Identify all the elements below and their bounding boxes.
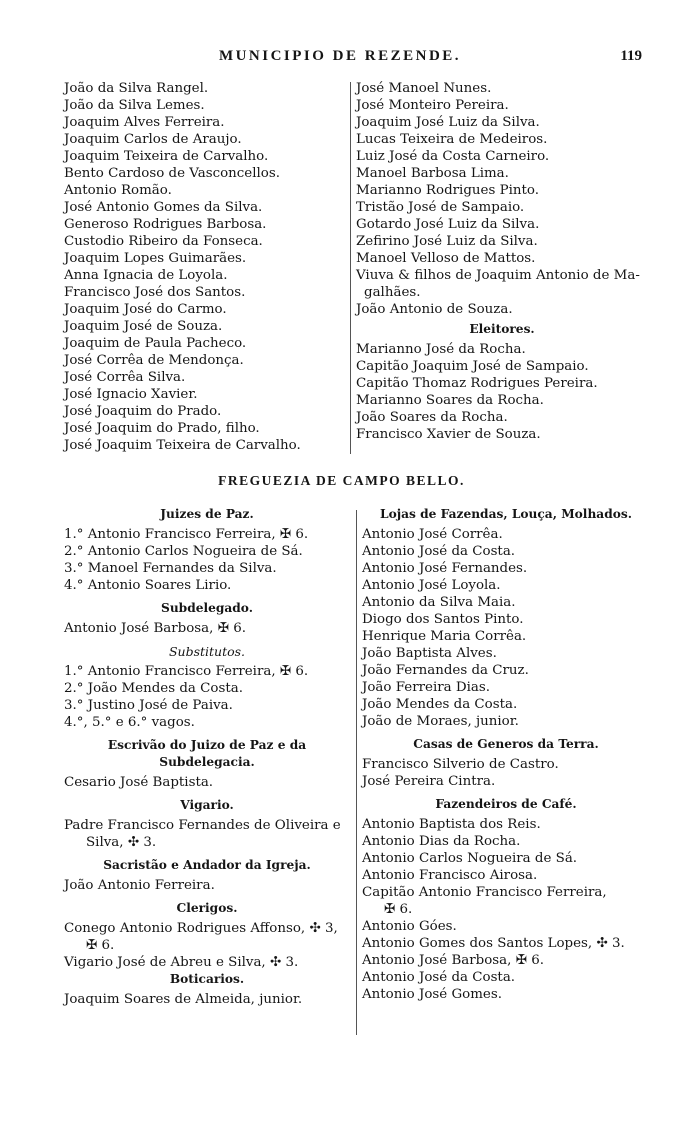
list-item: Antonio José Corrêa. (362, 527, 503, 542)
list-item: Antonio Dias da Rocha. (362, 834, 521, 849)
list-item: José Joaquim do Prado, filho. (64, 421, 260, 436)
heading-casas-de-generos: Casas de Generos da Terra. (413, 737, 599, 751)
list-item: Antonio José Barbosa, ✠ 6. (64, 621, 246, 636)
list-item: Cesario José Baptista. (64, 775, 214, 790)
list-item: José Corrêa Silva. (64, 370, 186, 385)
list-item: José Joaquim Teixeira de Carvalho. (64, 438, 301, 453)
list-item: João Ferreira Dias. (362, 680, 490, 695)
heading-sacristao: Sacristão e Andador da Igreja. (103, 858, 311, 872)
heading-lojas: Lojas de Fazendas, Louça, Molhados. (380, 507, 632, 521)
section-title-campo-bello: FREGUEZIA DE CAMPO BELLO. (218, 473, 465, 488)
list-item: 4.° Antonio Soares Lirio. (64, 578, 232, 593)
list-item: Joaquim de Paula Pacheco. (64, 336, 247, 351)
list-item: Francisco José dos Santos. (64, 285, 246, 300)
list-item: Generoso Rodrigues Barbosa. (64, 217, 267, 232)
list-item: Antonio José da Costa. (362, 970, 516, 985)
list-item: Antonio José Loyola. (362, 578, 501, 593)
heading-juizes-de-paz: Juizes de Paz. (160, 507, 254, 521)
list-item: 2.° Antonio Carlos Nogueira de Sá. (64, 544, 303, 559)
page-number: 119 (620, 48, 642, 64)
list-item: Antonio Romão. (64, 183, 172, 198)
list-item: Marianno Soares da Rocha. (356, 393, 544, 408)
list-item: 4.°, 5.° e 6.° vagos. (64, 715, 195, 730)
bottom-left-column (64, 506, 350, 1008)
list-item: Gotardo José Luiz da Silva. (356, 217, 540, 232)
list-item: João Mendes da Costa. (362, 697, 518, 712)
order-cross-icon: ✠ (384, 902, 396, 917)
list-item: João Fernandes da Cruz. (362, 663, 529, 678)
list-item: Antonio Góes. (362, 919, 457, 934)
list-item: Capitão Thomaz Rodrigues Pereira. (356, 376, 598, 391)
list-item: Antonio José Fernandes. (362, 561, 528, 576)
list-item: Antonio José Gomes. (362, 987, 502, 1002)
list-item: Joaquim Soares de Almeida, junior. (64, 992, 303, 1007)
running-header-title: MUNICIPIO DE REZENDE. (218, 48, 462, 64)
list-item: João da Silva Lemes. (64, 98, 205, 113)
list-item: Antonio Baptista dos Reis. (362, 817, 541, 832)
top-right-list (356, 80, 648, 443)
list-item: José Joaquim do Prado. (64, 404, 222, 419)
heading-fazendeiros-de-cafe: Fazendeiros de Café. (435, 797, 577, 811)
list-item: Marianno Rodrigues Pinto. (356, 183, 539, 198)
order-cross-icon: ✣ (596, 936, 608, 951)
list-item: 1.° Antonio Francisco Ferreira, ✠ 6. (64, 664, 309, 679)
order-cross-icon: ✠ (279, 664, 292, 679)
list-item: Capitão Antonio Francisco Ferreira, (362, 885, 607, 900)
column-divider-bottom (356, 510, 357, 1035)
list-item: 3.° Manoel Fernandes da Silva. (64, 561, 277, 576)
list-item: João Baptista Alves. (362, 646, 497, 661)
list-item: Viuva & filhos de Joaquim Antonio de Ma- (356, 268, 640, 283)
list-item: João Soares da Rocha. (356, 410, 508, 425)
order-cross-icon: ✣ (127, 835, 140, 850)
list-item: Joaquim José do Carmo. (64, 302, 227, 317)
list-item: Diogo dos Santos Pinto. (362, 612, 524, 627)
list-item: Custodio Ribeiro da Fonseca. (64, 234, 263, 249)
list-item: Joaquim Teixeira de Carvalho. (64, 149, 269, 164)
list-item: Joaquim Alves Ferreira. (64, 115, 225, 130)
order-cross-icon: ✣ (309, 921, 321, 936)
order-cross-icon: ✠ (515, 953, 527, 968)
list-item: Joaquim Carlos de Araujo. (64, 132, 242, 147)
list-item: João de Moraes, junior. (362, 714, 519, 729)
list-item: 1.° Antonio Francisco Ferreira, ✠ 6. (64, 527, 309, 542)
list-item: José Manoel Nunes. (356, 81, 492, 96)
list-item: Luiz José da Costa Carneiro. (356, 149, 550, 164)
list-item: José Corrêa de Mendonça. (64, 353, 244, 368)
list-item: João da Silva Rangel. (64, 81, 209, 96)
list-item: Francisco Silverio de Castro. (362, 757, 559, 772)
list-item: Antonio José Barbosa, ✠ 6. (362, 953, 544, 968)
heading-subdelegado: Subdelegado. (161, 601, 253, 615)
heading-vigario: Vigario. (180, 798, 234, 812)
list-item: Anna Ignacia de Loyola. (64, 268, 228, 283)
list-item-continuation: galhães. (364, 285, 421, 300)
list-item: Joaquim José Luiz da Silva. (356, 115, 540, 130)
section-heading-eleitores: Eleitores. (469, 322, 535, 336)
list-item: Antonio Gomes dos Santos Lopes, ✣ 3. (362, 936, 625, 951)
list-item: João Antonio Ferreira. (64, 878, 215, 893)
list-item: José Antonio Gomes da Silva. (64, 200, 263, 215)
heading-substitutos: Substitutos. (168, 644, 246, 659)
heading-escrivao: Escrivão do Juizo de Paz e da Subdelegacia. (107, 738, 307, 769)
order-cross-icon: ✣ (269, 955, 282, 970)
list-item: Antonio Francisco Airosa. (362, 868, 538, 883)
list-item: José Ignacio Xavier. (64, 387, 198, 402)
list-item: Bento Cardoso de Vasconcellos. (64, 166, 280, 181)
order-cross-icon: ✠ (217, 621, 229, 636)
list-item: Antonio da Silva Maia. (362, 595, 516, 610)
list-item: Capitão Joaquim José de Sampaio. (356, 359, 589, 374)
list-item: Manoel Barbosa Lima. (356, 166, 509, 181)
list-item: Conego Antonio Rodrigues Affonso, ✣ 3, ✠ 6. (64, 921, 338, 953)
column-divider-top (350, 82, 351, 454)
list-item: Tristão José de Sampaio. (356, 200, 525, 215)
list-item: Manoel Velloso de Mattos. (356, 251, 536, 266)
list-item: José Monteiro Pereira. (356, 98, 509, 113)
top-left-list (64, 80, 344, 454)
list-item: Zefirino José Luiz da Silva. (356, 234, 538, 249)
bottom-right-column (362, 506, 650, 1003)
list-item: José Pereira Cintra. (362, 774, 496, 789)
list-item: Henrique Maria Corrêa. (362, 629, 527, 644)
list-item: Padre Francisco Fernandes de Oliveira e Silva, ✣ 3. (64, 818, 341, 850)
list-item: 2.° João Mendes da Costa. (64, 681, 243, 696)
list-item: Antonio Carlos Nogueira de Sá. (362, 851, 578, 866)
list-item: Antonio José da Costa. (362, 544, 516, 559)
list-item: 3.° Justino José de Paiva. (64, 698, 233, 713)
order-cross-icon: ✠ (279, 527, 292, 542)
list-item: Marianno José da Rocha. (356, 342, 526, 357)
list-item: Vigario José de Abreu e Silva, ✣ 3. (64, 955, 299, 970)
list-item-continuation: ✠ 6. (384, 902, 413, 917)
list-item: Francisco Xavier de Souza. (356, 427, 541, 442)
order-cross-icon: ✠ (86, 938, 98, 953)
list-item: João Antonio de Souza. (356, 302, 513, 317)
heading-clerigos: Clerigos. (176, 901, 238, 915)
heading-boticarios: Boticarios. (169, 972, 245, 986)
list-item: Lucas Teixeira de Medeiros. (356, 132, 548, 147)
list-item: Joaquim José de Souza. (64, 319, 223, 334)
list-item: Joaquim Lopes Guimarães. (64, 251, 247, 266)
